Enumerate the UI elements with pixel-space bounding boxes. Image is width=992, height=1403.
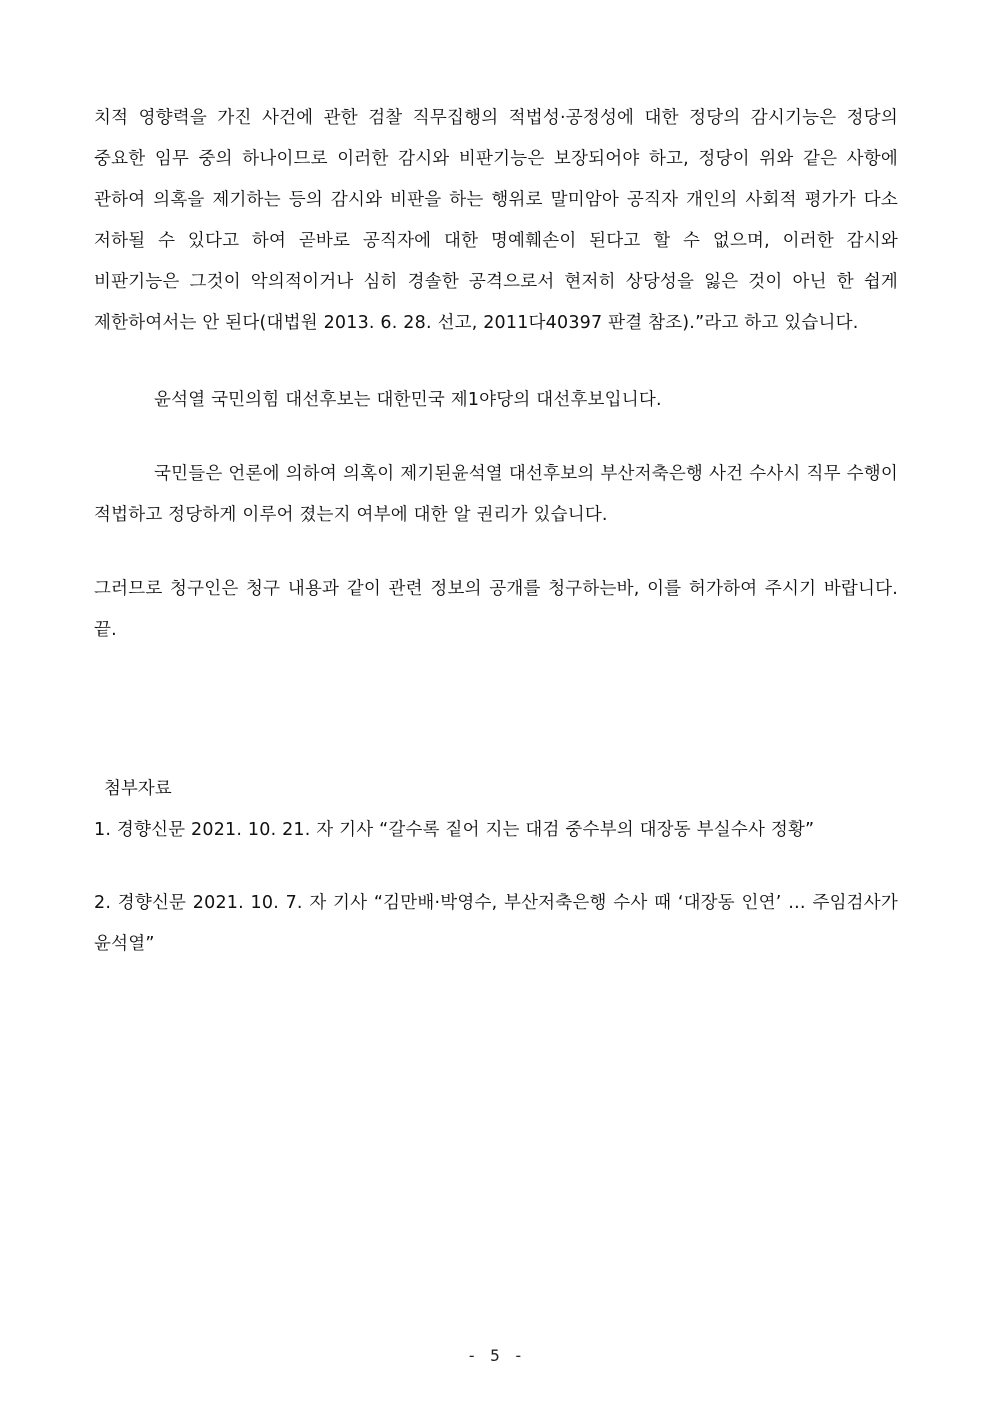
attachment-item: 2. 경향신문 2021. 10. 7. 자 기사 “김만배·박영수, 부산저축은행 수사 때 ‘대장동 인연’ … 주임검사가 윤석열” xyxy=(94,893,898,954)
spacer xyxy=(94,651,898,769)
attachments-heading: 첨부자료 xyxy=(104,779,172,799)
paragraph-candidate-status: 윤석열 국민의힘 대선후보는 대한민국 제1야당의 대선후보입니다. xyxy=(154,390,662,410)
paragraph-right-to-know: 국민들은 언론에 의하여 의혹이 제기된윤석열 대선후보의 부산저축은행 사건 수사시 직무 수행이 적법하고 정당하게 이루어 졌는지 여부에 대한 알 권리가 있습니다. xyxy=(94,464,898,525)
spacer xyxy=(94,851,898,883)
spacer xyxy=(94,421,898,454)
page-number: - 5 - xyxy=(466,1346,526,1365)
attachment-item: 1. 경향신문 2021. 10. 21. 자 기사 “갈수록 짙어 지는 대검 중수부의 대장동 부실수사 정황” xyxy=(94,820,815,840)
document-body xyxy=(94,98,898,965)
spacer xyxy=(94,344,898,380)
paragraph-conclusion: 그러므로 청구인은 청구 내용과 같이 관련 정보의 공개를 청구하는바, 이를 허가하여 주시기 바랍니다. 끝. xyxy=(94,579,898,640)
spacer xyxy=(94,536,898,569)
paragraph-legal-citation: 치적 영향력을 가진 사건에 관한 검찰 직무집행의 적법성·공정성에 대한 정당의 감시기능은 정당의 중요한 임무 중의 하나이므로 이러한 감시와 비판기능은 보장되어야 하고, 정당이 위와 같은 사항에 관하여 의혹을 제기하는 등의 감시와 비판을 하는 행위로 말미암아 공직자 개인의 사회적 평가가 다소 저하될 수 있다고 하여 곧바로 공직자에 대한 명예훼손이 된다고 할 수 없으며, 이러한 감시와 비판기능은 그것이 악의적이거나 심히 경솔한 공격으로서 현저히 상당성을 잃은 것이 아닌 한 쉽게 제한하여서는 안 된다(대법원 2013. 6. 28. 선고, 2011다40397 판결 참조).”라고 하고 있습니다. xyxy=(94,108,898,333)
